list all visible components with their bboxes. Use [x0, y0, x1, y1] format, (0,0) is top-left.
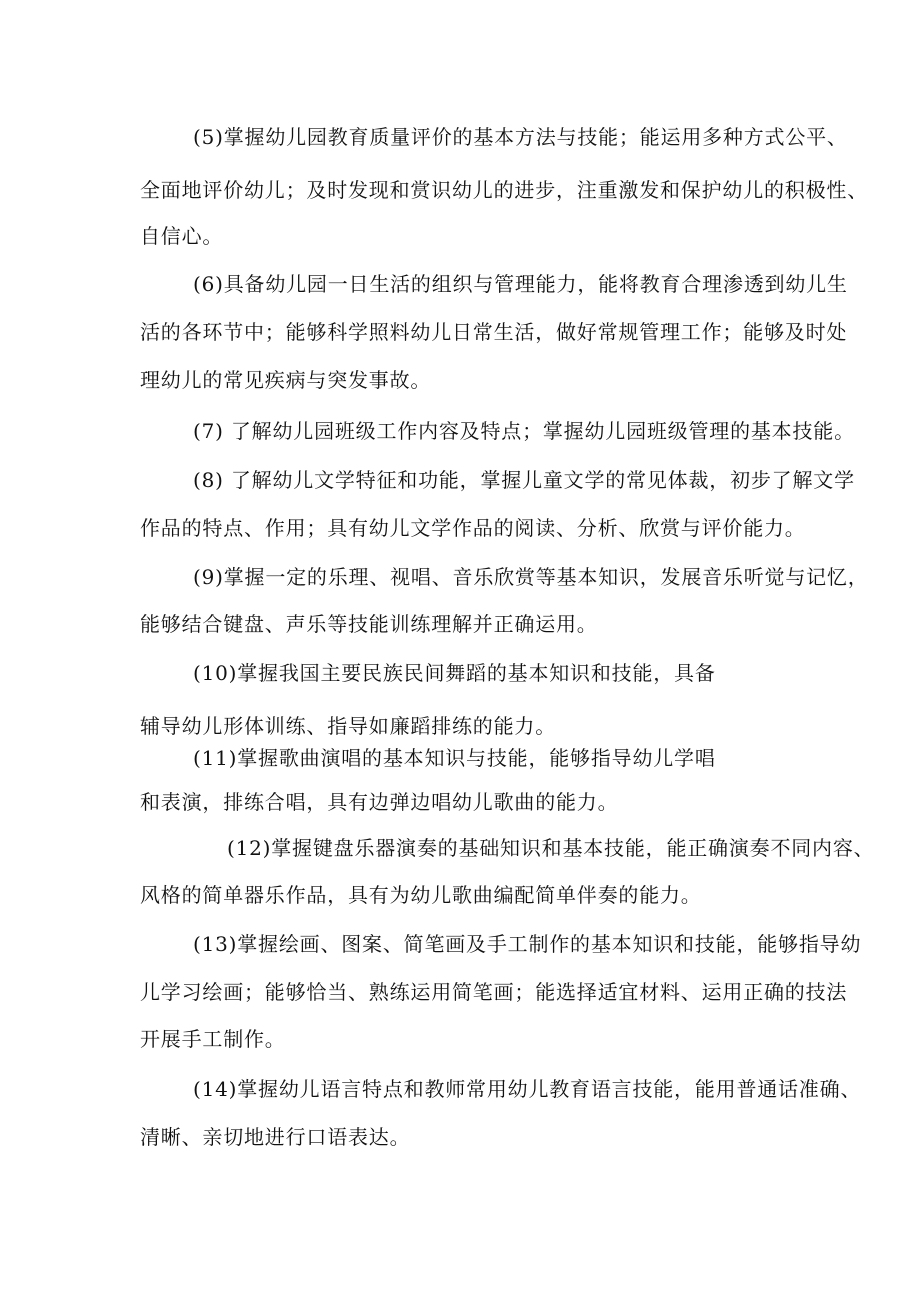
- text-line: 辅导幼儿形体训练、指导如廉蹈排练的能力。: [140, 714, 556, 738]
- text-line: 和表演，排练合唱，具有边弹边唱幼儿歌曲的能力。: [140, 790, 619, 814]
- text-line: 清晰、亲切地进行口语表达。: [140, 1125, 411, 1149]
- text-line: 理幼儿的常见疾病与突发事故。: [140, 368, 432, 392]
- text-line: (14)掌握幼儿语言特点和教师常用幼儿教育语言技能，能用普通话准确、: [193, 1077, 862, 1101]
- text-line: (8) 了解幼儿文学特征和功能，掌握儿童文学的常见体裁，初步了解文学: [193, 468, 855, 492]
- text-line: 开展手工制作。: [140, 1027, 286, 1051]
- text-line: 活的各环节中；能够科学照料幼儿日常生活，做好常规管理工作；能够及时处: [140, 320, 848, 344]
- text-line: 自信心。: [140, 224, 224, 248]
- text-line: 儿学习绘画；能够恰当、熟练运用简笔画；能选择适宜材料、运用正确的技法: [140, 980, 848, 1004]
- text-line: 作品的特点、作用；具有幼儿文学作品的阅读、分析、欣赏与评价能力。: [140, 516, 806, 540]
- text-line: (13)掌握绘画、图案、简笔画及手工制作的基本知识和技能，能够指导幼: [193, 932, 862, 956]
- text-line: (10)掌握我国主要民族民间舞蹈的基本知识和技能，具备: [193, 661, 716, 685]
- text-line: (7) 了解幼儿园班级工作内容及特点；掌握幼儿园班级管理的基本技能。: [193, 419, 855, 443]
- text-line: (12)掌握键盘乐器演奏的基础知识和基本技能，能正确演奏不同内容、: [227, 836, 875, 860]
- text-line: 全面地评价幼儿；及时发现和赏识幼儿的进步，注重激发和保护幼儿的积极性、: [140, 178, 868, 202]
- text-line: (5)掌握幼儿园教育质量评价的基本方法与技能；能运用多种方式公平、: [193, 125, 848, 149]
- text-line: (9)掌握一定的乐理、视唱、音乐欣赏等基本知识，发展音乐听觉与记忆，: [193, 565, 869, 589]
- text-line: (11)掌握歌曲演唱的基本知识与技能，能够指导幼儿学唱: [193, 746, 716, 770]
- text-line: (6)具备幼儿园一日生活的组织与管理能力，能将教育合理渗透到幼儿生: [193, 272, 848, 296]
- text-line: 风格的简单器乐作品，具有为幼儿歌曲编配简单伴奏的能力。: [140, 883, 702, 907]
- text-line: 能够结合键盘、声乐等技能训练理解并正确运用。: [140, 612, 598, 636]
